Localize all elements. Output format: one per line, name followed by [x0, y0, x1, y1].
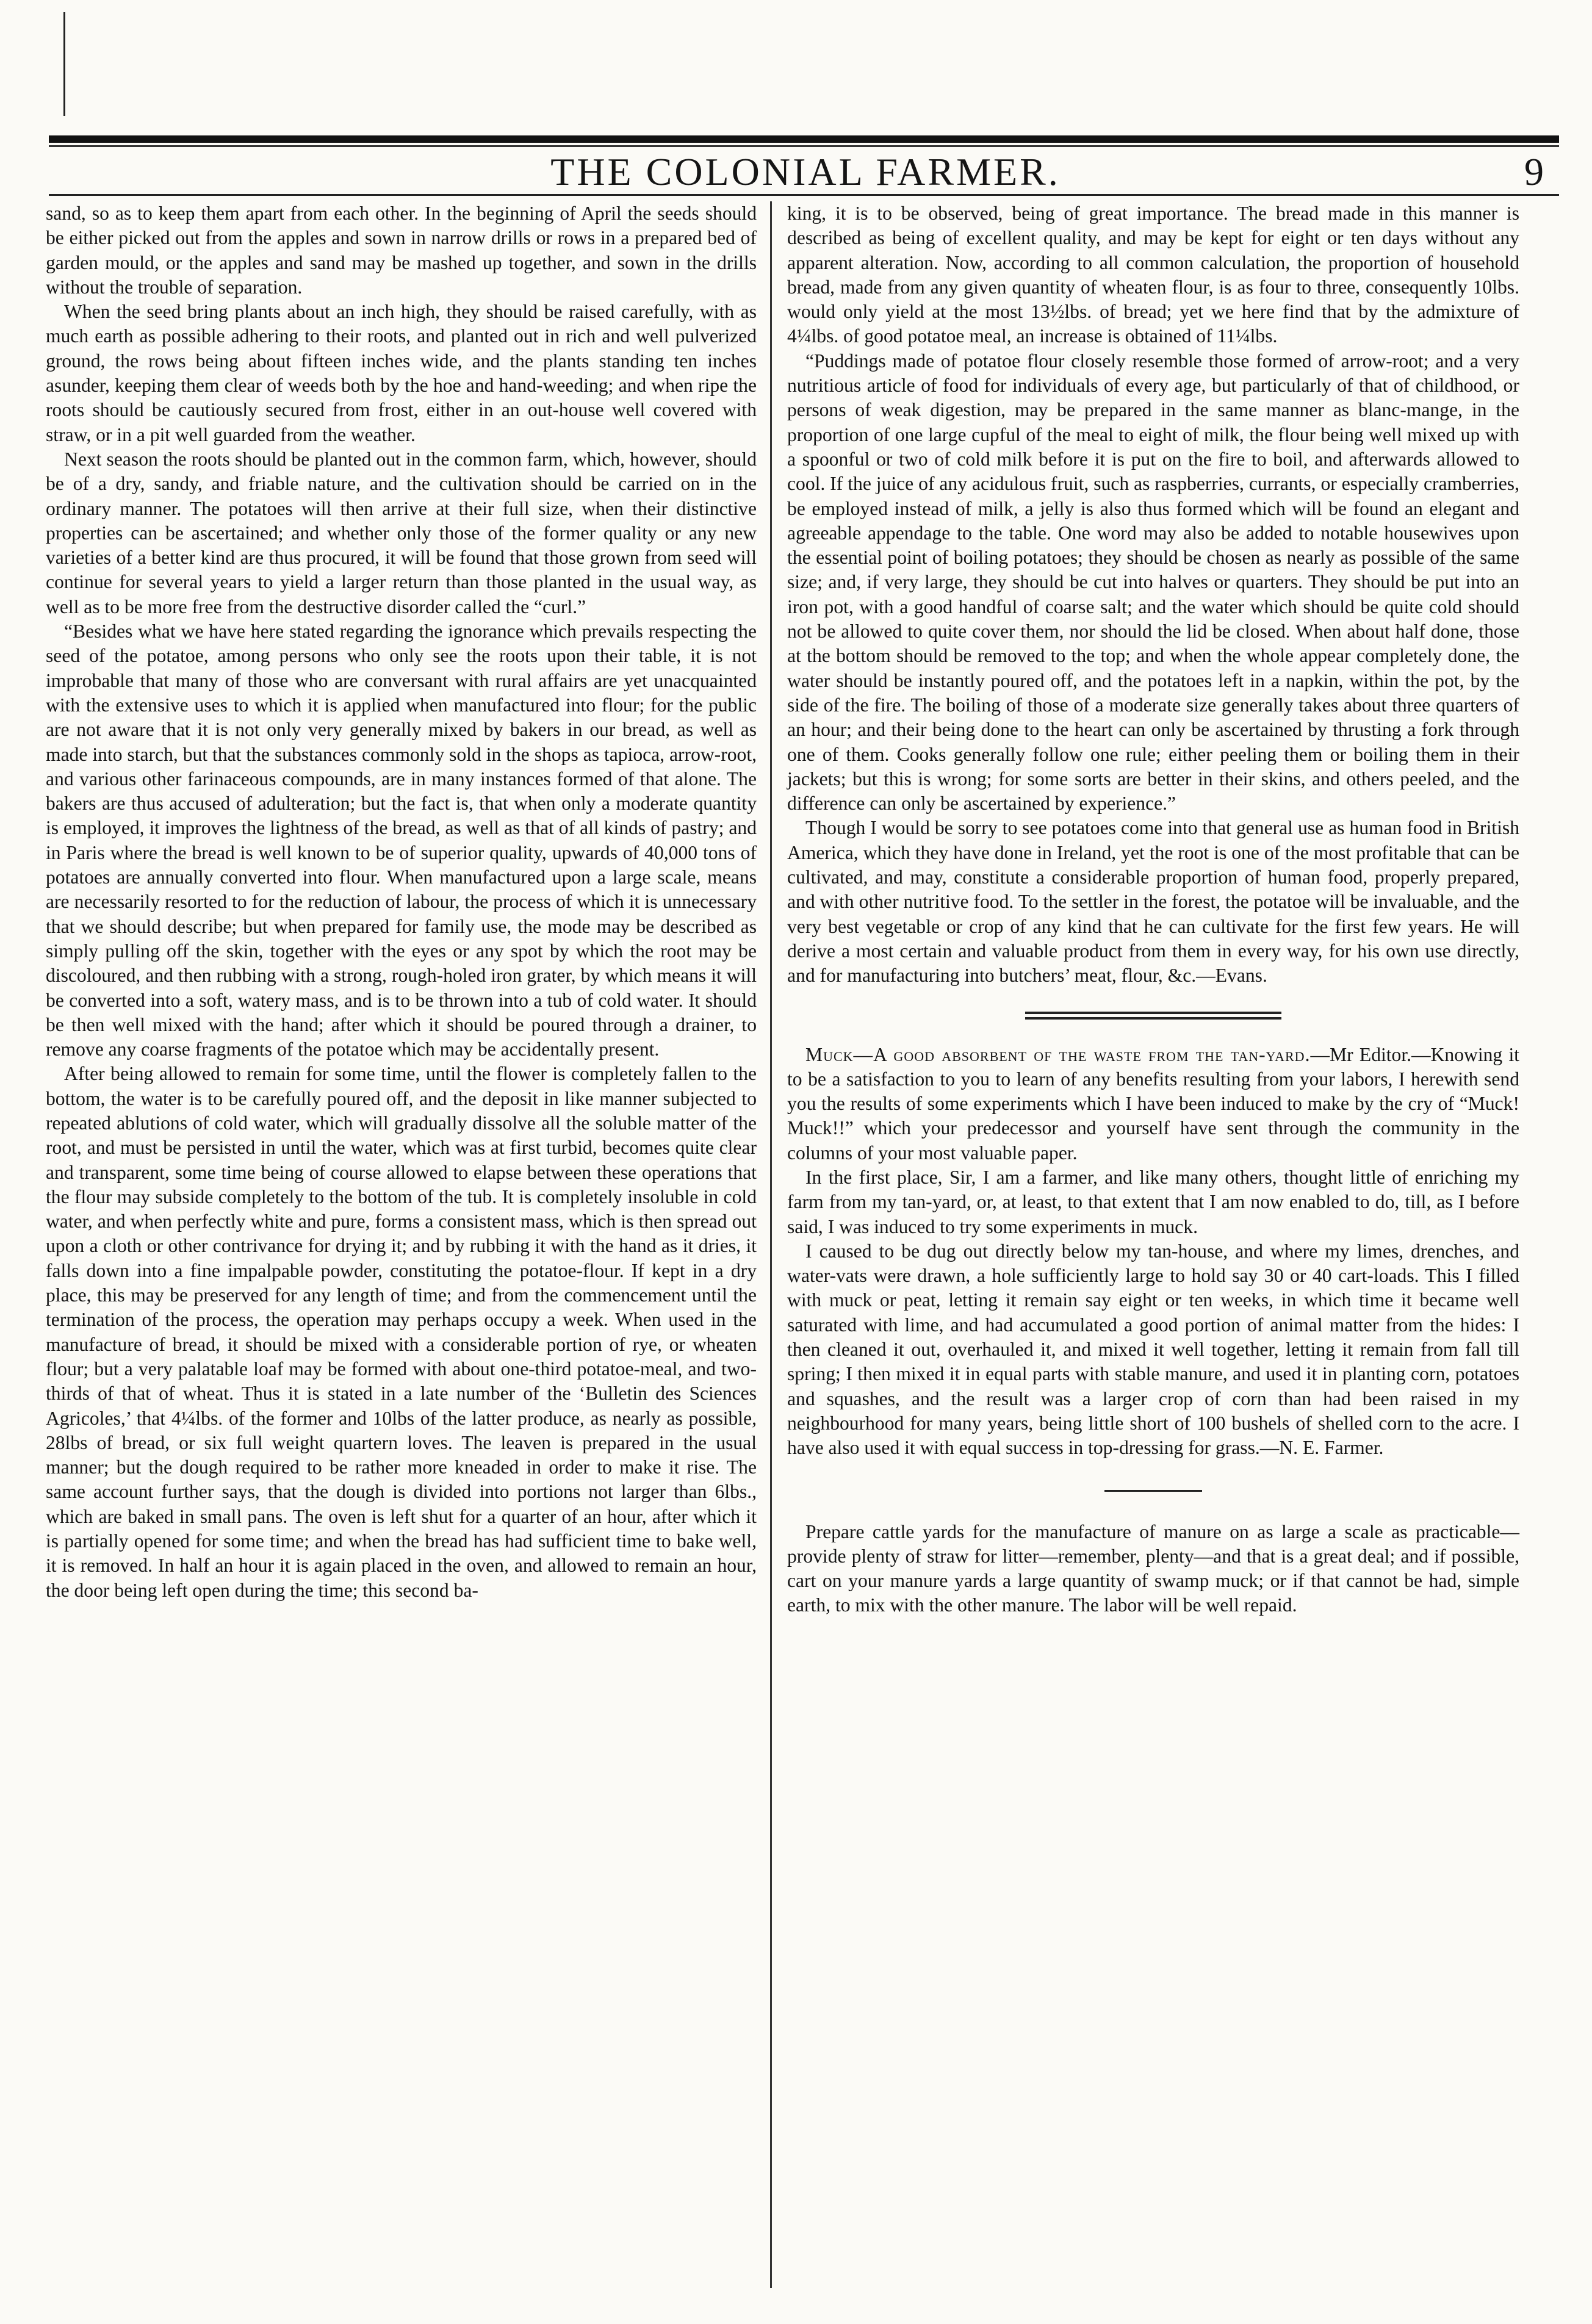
- page-number: 9: [1524, 150, 1544, 193]
- column-divider: [770, 201, 772, 2288]
- article-heading: Muck—A good absorbent of the waste from the tan-yard.: [805, 1043, 1311, 1065]
- page-header: [49, 149, 1562, 198]
- article-muck: [787, 1043, 1519, 1165]
- paragraph: When the seed bring plants about an inch high, they should be raised carefully, with as much earth as possible adhering to their roots, and planted out in rich and well pulverized ground, the rows being about fifteen inches wide, and the plants standing ten inches asunder, keeping them clear of weeds both by the hoe and hand-weeding; and when ripe the roots should be cautiously secured from frost, either in an out-house well covered with straw, or in a pit well guarded from the weather.: [46, 301, 757, 445]
- right-column: [787, 201, 1519, 1618]
- section-separator: [1025, 1012, 1281, 1020]
- paragraph: Prepare cattle yards for the manufacture of manure on as large a scale as practicable—provide plenty of straw for litter—remember, plenty—and that is a great deal; and if possible, cart on your manure yards a large quantity of swamp muck; or if that cannot be had, simple earth, to mix with the other manure. The labor will be well repaid.: [787, 1520, 1519, 1616]
- article-intro: —Mr Editor.—Knowing it to be a satisfaction to you to learn of any benefits resulting from your labors, I herewith send you the results of some experiments which I have been induced to make by the cry of “Muck! Muck!!” which your predecessor and yourself have sent through the community in the columns of your most valuable paper.: [787, 1043, 1519, 1164]
- top-rule-thin: [49, 145, 1559, 147]
- top-rule: [49, 135, 1559, 143]
- paragraph: king, it is to be observed, being of great importance. The bread made in this manner is described as being of excellent quality, and may be kept for eight or ten days without any apparent alteration. Now, according to all common calculation, the proportion of household bread, made from any given quantity of wheaten flour, is as four to three, consequently 10lbs. would only yield at the most 13½lbs. of bread; yet we here find that by the admixture of 4¼lbs. of good potatoe meal, an increase is obtained of 11¼lbs.: [787, 203, 1519, 347]
- paragraph: Though I would be sorry to see potatoes come into that general use as human food in British America, which they have done in Ireland, yet the root is one of the most profitable that can be cultivated, and may, constitute a considerable proportion of human food, properly prepared, and with other nutritive food. To the settler in the forest, the potatoe will be invaluable, and the very best vegetable or crop of any kind that he can cultivate for the first few years. He will derive a most certain and valuable product from them in every way, for his own use directly, and for manufacturing into butchers’ meat, flour, &c.—Evans.: [787, 817, 1519, 987]
- left-column: [46, 201, 757, 1603]
- paragraph: Next season the roots should be planted out in the common farm, which, however, should be of a dry, sandy, and friable nature, and the cultivation should be carried on in the ordinary manner. The potatoes will then arrive at their full size, when their distinctive properties can be ascertained; and whether only those of the former quality or any new varieties of a better kind are thus procured, it will be found that those grown from seed will continue for several years to yield a larger return than those planted in the usual way, as well as to be more free from the destructive disorder called the “curl.”: [46, 448, 757, 617]
- paragraph: After being allowed to remain for some time, until the flower is completely fallen to the bottom, the water is to be carefully poured off, and the deposit in like manner subjected to repeated ablutions of cold water, which will gradually dissolve all the soluble matter of the root, and must be persisted in until the water, which was at first turbid, becomes quite clear and transparent, some time being of course allowed to elapse between these operations that the flour may subside completely to the bottom of the tub. It is completely insoluble in cold water, and when perfectly white and pure, forms a consistent mass, which is then spread out upon a cloth or other contrivance for drying it; and by rubbing it with the hand as it dries, it falls down into a fine impalpable powder, constituting the potatoe-flour. If kept in a dry place, this may be preserved for any length of time; and from the commencement until the termination of the process, the operation may perhaps occupy a week. When used in the manufacture of bread, it should be mixed with a considerable portion of rye, or wheaten flour; but a very palatable loaf may be formed with about one-third potatoe-meal, and two-thirds of that of wheat. Thus it is stated in a late number of the ‘Bulletin des Sciences Agricoles,’ that 4¼lbs. of the former and 10lbs of the latter produce, as nearly as possible, 28lbs of bread, or six full weight quartern loves. The leaven is prepared in the usual manner; but the dough required to be rather more kneaded in order to make it rise. The same account further says, that the dough is divided into portions not larger than 6lbs., which are baked in small pans. The oven is left shut for a quarter of an hour, after which it is partially opened for some time; and when the bread has had sufficient time to bake well, it is removed. In half an hour it is again placed in the oven, and allowed to remain an hour, the door being left open during the time; this second ba-: [46, 1063, 757, 1601]
- margin-mark: [63, 12, 65, 116]
- short-separator: [1104, 1490, 1202, 1492]
- paragraph: “Besides what we have here stated regarding the ignorance which prevails respecting the seed of the potatoe, among persons who only see the roots upon their table, it is not improbable that many of those who are conversant with rural affairs are yet unacquainted with the extensive uses to which it is applied when manufactured into flour; for the public are not aware that it is not only very generally mixed by bakers in our bread, as well as made into starch, but that the substances commonly sold in the shops as tapioca, arrow-root, and various other farinaceous compounds, are in many instances formed of that alone. The bakers are thus accused of adulteration; but the fact is, that when only a moderate quantity is employed, it improves the lightness of the bread, as well as that of all kinds of pastry; and in Paris where the bread is well known to be of superior quality, upwards of 40,000 tons of potatoes are annually converted into flour. When manufactured upon a large scale, means are necessarily resorted to for the reduction of labour, the process of which it is unnecessary that we should describe; but when prepared for family use, the mode may be described as simply pulling off the skin, together with the eyes or any spot by which the root may be discoloured, and then rubbing with a strong, rough-holed iron grater, by which means it will be converted into a soft, watery mass, and is to be thrown into a tub of cold water. It should be then well mixed with the hand; after which it should be poured through a drainer, to remove any coarse fragments of the potatoe which may be accidentally present.: [46, 621, 757, 1060]
- paragraph: sand, so as to keep them apart from each other. In the beginning of April the seeds should be either picked out from the apples and sown in narrow drills or rows in a prepared bed of garden mould, or the apples and sand may be mashed up together, and sown in the drills without the trouble of separation.: [46, 203, 757, 298]
- header-rule: [49, 194, 1559, 196]
- page-title: THE COLONIAL FARMER.: [550, 150, 1061, 193]
- paragraph: In the first place, Sir, I am a farmer, and like many others, thought little of enriching my farm from my tan-yard, or, at least, to that extent that I am now enabled to do, till, as I before said, I was induced to try some experiments in muck.: [787, 1166, 1519, 1237]
- paragraph: I caused to be dug out directly below my tan-house, and where my limes, drenches, and water-vats were drawn, a hole sufficiently large to hold say 30 or 40 cart-loads. This I filled with muck or peat, letting it remain say eight or ten weeks, in which time it became well saturated with lime, and had accumulated a good portion of animal matter from the hides: I then cleaned it out, overhauled it, and mixed it well together, letting it remain from fall till spring; I then mixed it in equal parts with stable manure, and used it in planting corn, potatoes and squashes, and the result was a larger crop of corn than had been raised in my neighbourhood for many years, being little short of 100 bushels of shelled corn to the acre. I have also used it with equal success in top-dressing for grass.—N. E. Farmer.: [787, 1240, 1519, 1459]
- paragraph: “Puddings made of potatoe flour closely resemble those formed of arrow-root; and a very nutritious article of food for individuals of every age, but particularly of that of childhood, or persons of weak digestion, may be prepared in the same manner as blanc-mange, in the proportion of one large cupful of the meal to eight of milk, the flour being well mixed up with a spoonful or two of cold milk before it is put on the fire to boil, and afterwards allowed to cool. If the juice of any acidulous fruit, such as raspberries, currants, or especially cramberries, be employed instead of milk, a jelly is also thus formed which will be found an elegant and agreeable appendage to the table. One word may also be added to notable housewives upon the essential point of boiling potatoes; they should be chosen as nearly as possible of the same size; and, if very large, they should be cut into halves or quarters. They should be put into an iron pot, with a good handful of coarse salt; and the water which should be quite cold should not be allowed to quite cover them, nor should the lid be closed. When about half done, those at the bottom should be removed to the top; and when the whole appear completely done, the water should be instantly poured off, and the potatoes left in a napkin, within the pot, by the side of the fire. The boiling of those of a moderate size generally takes about three quarters of an hour; and their being done to the heart can only be ascertained by thrusting a fork through one of them. Cooks generally follow one rule; either peeling them or boiling them in their jackets; but this is wrong; for some sorts are better in their skins, and others peeled, and the difference can only be ascertained by experience.”: [787, 350, 1519, 815]
